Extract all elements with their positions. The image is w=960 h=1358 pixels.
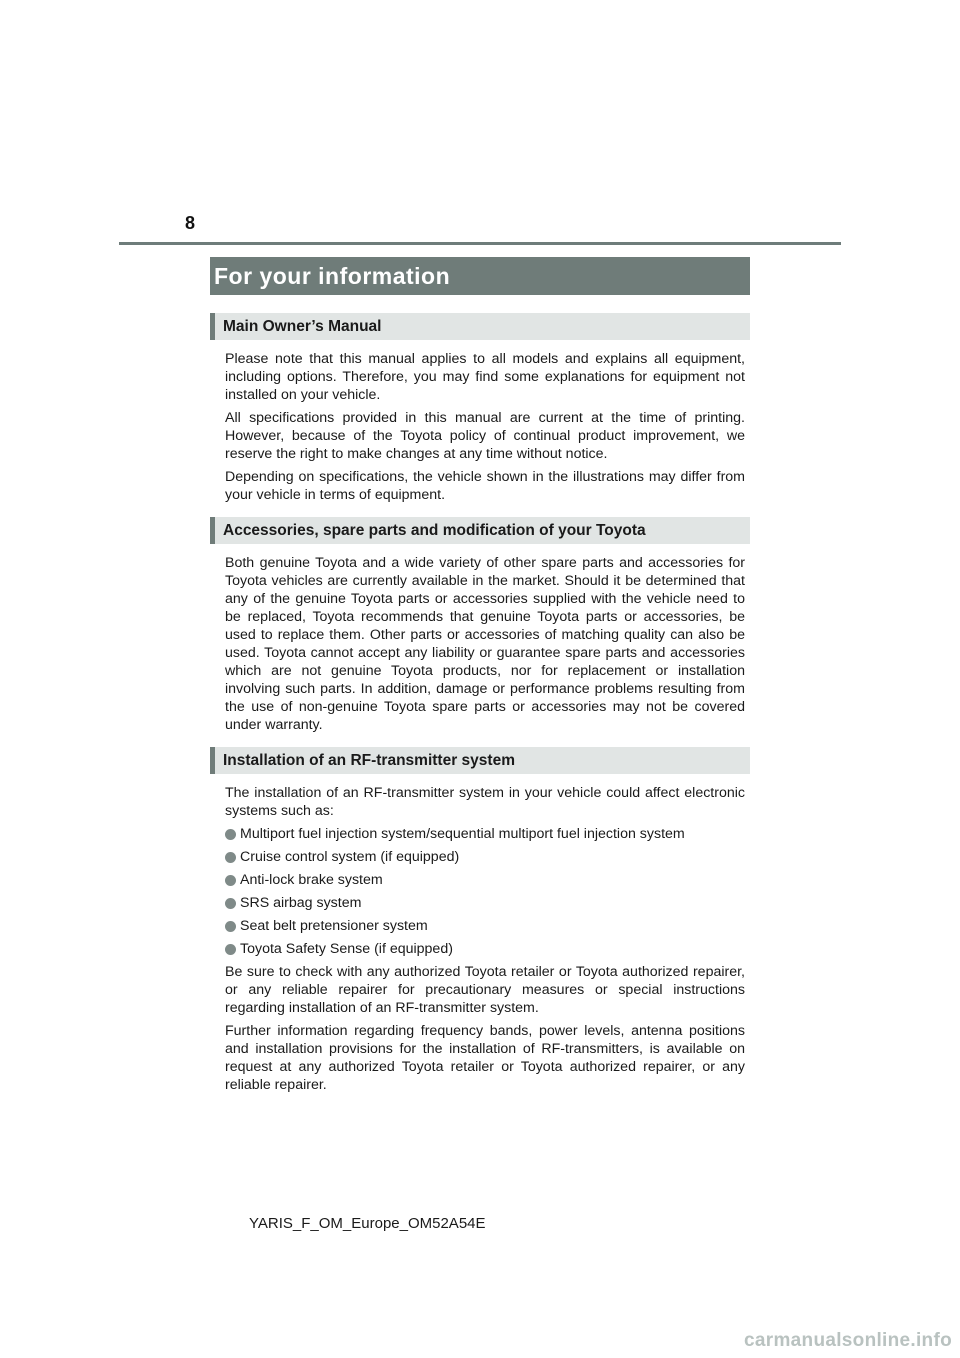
page-title: For your information <box>214 263 451 289</box>
list-item <box>225 917 745 935</box>
list-item-text: Cruise control system (if equipped) <box>240 849 460 865</box>
paragraph: The installation of an RF-transmitter system in your vehicle could affect electronic systems such as: <box>225 785 745 819</box>
section-accessories <box>210 517 750 734</box>
bullet-list <box>225 825 745 958</box>
list-item <box>225 825 745 843</box>
list-item-text: Anti-lock brake system <box>240 872 383 888</box>
paragraph: Both genuine Toyota and a wide variety of other spare parts and accessories for Toyota vehicles are currently available in the market. Should it be determined that any of the genuine Toyota parts or accessories supplied with the vehicle need to be replaced, Toyota recommends that genuine Toyota parts or accessories, be used to replace them. Other parts or accessories of matching quality can also be used. Toyota cannot accept any liability or guarantee spare parts and accessories which are not genuine Toyota products, nor for replacement or installation involving such parts. In addition, damage or performance problems resulting from the use of non-genuine Toyota spare parts or accessories may not be covered under warranty. <box>225 555 745 733</box>
section-heading: Accessories, spare parts and modification of your Toyota <box>223 522 646 539</box>
section-body <box>210 350 750 504</box>
list-item-text: SRS airbag system <box>240 895 362 911</box>
section-heading: Main Owner’s Manual <box>223 318 382 335</box>
list-item <box>225 848 745 866</box>
page-number: 8 <box>185 213 196 233</box>
section-body <box>210 784 750 1094</box>
watermark: carmanualsonline.info <box>744 1330 952 1351</box>
bullet-dot-icon <box>225 875 236 886</box>
list-item <box>225 894 745 912</box>
list-item-text: Multiport fuel injection system/sequential multiport fuel injection system <box>240 826 685 842</box>
page-content <box>210 313 750 1099</box>
section-heading-bar <box>210 517 750 544</box>
bullet-dot-icon <box>225 921 236 932</box>
section-heading: Installation of an RF-transmitter system <box>223 752 515 769</box>
paragraph: Depending on specifications, the vehicle shown in the illustrations may differ from your vehicle in terms of equipment. <box>225 469 745 503</box>
bullet-dot-icon <box>225 829 236 840</box>
section-body <box>210 554 750 734</box>
header-rule <box>119 242 841 245</box>
paragraph: All specifications provided in this manual are current at the time of printing. However, because of the Toyota policy of continual product improvement, we reserve the right to make changes at any time without notice. <box>225 410 745 462</box>
paragraph: Further information regarding frequency bands, power levels, antenna positions and installation provisions for the installation of RF-transmitters, is available on request at any authorized Toyota retailer or Toyota authorized repairer, or any reliable repairer. <box>225 1023 745 1093</box>
list-item <box>225 871 745 889</box>
footer-document-code: YARIS_F_OM_Europe_OM52A54E <box>249 1215 486 1232</box>
paragraph: Be sure to check with any authorized Toyota retailer or Toyota authorized repairer, or any reliable repairer for precautionary measures or special instructions regarding installation of an RF-transmitter system. <box>225 964 745 1016</box>
bullet-dot-icon <box>225 852 236 863</box>
list-item-text: Seat belt pretensioner system <box>240 918 428 934</box>
section-rf-transmitter <box>210 747 750 1094</box>
bullet-dot-icon <box>225 898 236 909</box>
section-heading-bar <box>210 747 750 774</box>
page-title-bar <box>210 257 750 295</box>
list-item <box>225 940 745 958</box>
section-main-owners-manual <box>210 313 750 504</box>
section-heading-bar <box>210 313 750 340</box>
paragraph: Please note that this manual applies to all models and explains all equipment, including options. Therefore, you may find some explanations for equipment not installed on your vehicle. <box>225 351 745 403</box>
list-item-text: Toyota Safety Sense (if equipped) <box>240 941 453 957</box>
bullet-dot-icon <box>225 944 236 955</box>
